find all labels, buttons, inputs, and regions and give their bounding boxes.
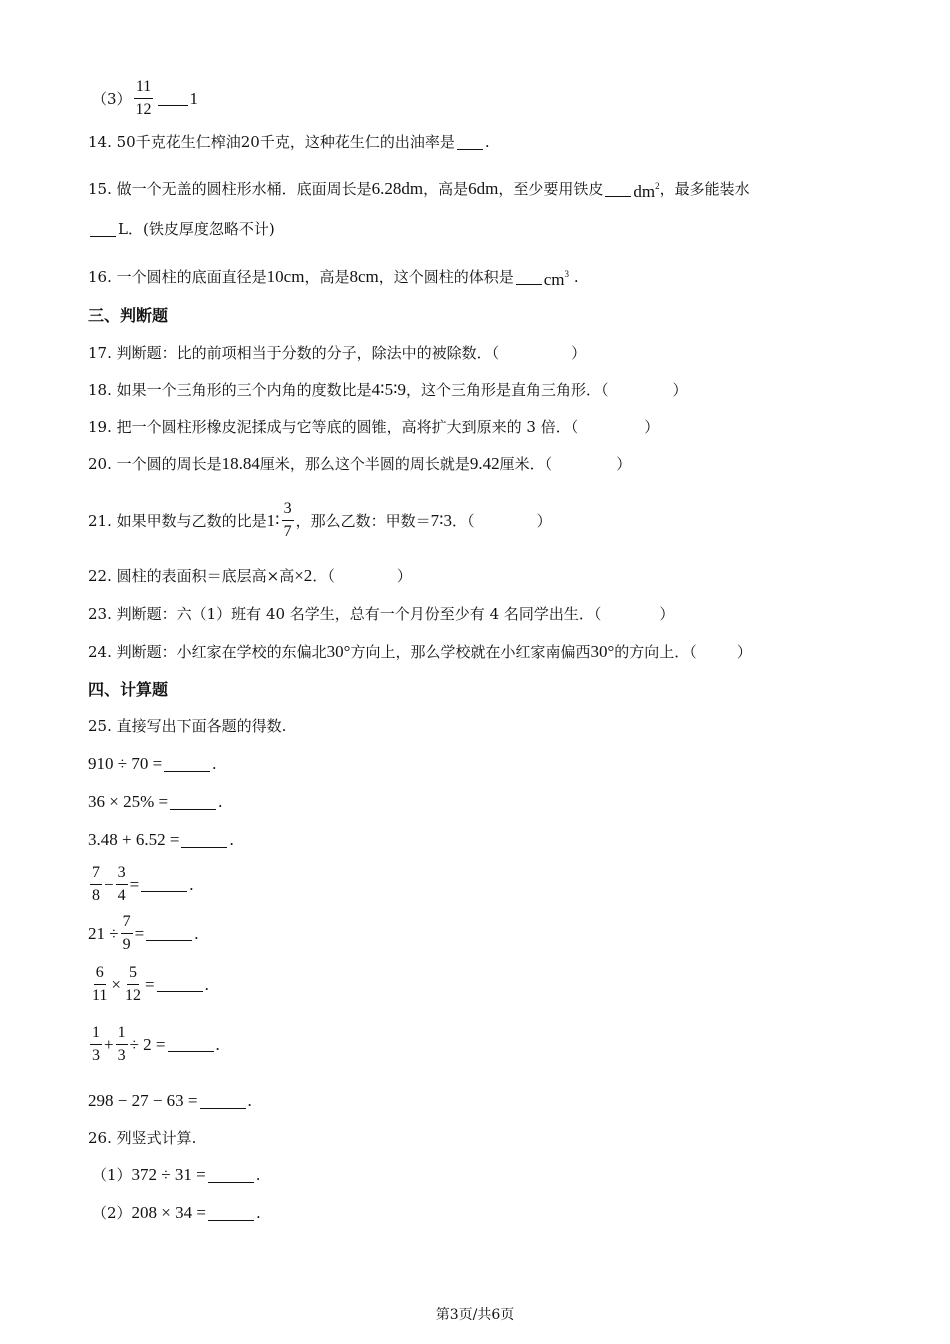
question-21: 21. 如果甲数与乙数的比是 1∶ $\frac{3}{7}$ ，那么乙数：甲数＝ 7∶3 ．（ ）: [88, 500, 552, 540]
calc-5: 21 ÷ $\frac{7}{9}$ = .: [88, 913, 199, 953]
question-17: 17. 判断题：比的前项相当于分数的分子，除法中的被除数．（ ）: [88, 344, 587, 362]
calc-8: 298 − 27 − 63 = .: [88, 1091, 252, 1110]
question-14: 14. 50千克花生仁榨油20千克，这种花生仁的出油率是 .: [88, 133, 490, 151]
fraction: $\frac{7}{8}$: [92, 864, 100, 904]
fraction: $\frac{1}{3}$: [92, 1024, 100, 1064]
section-title-calc: 四、计算题: [88, 680, 169, 699]
question-15-line2: L．(铁皮厚度忽略不计): [88, 219, 275, 239]
fraction: $\frac{6}{11}$: [92, 964, 108, 1004]
fraction: $\frac{5}{12}$: [125, 964, 141, 1004]
question-22: 22. 圆柱的表面积＝底层高×高 ×2 ．（ ）: [88, 566, 412, 585]
fraction: $\frac{11}{12}$: [135, 78, 152, 118]
calc-4: $\frac{7}{8}$ − $\frac{3}{4}$ = .: [92, 864, 194, 904]
question-23: 23. 判断题：六（1）班有 40 名学生，总有一个月份至少有 4 名同学出生．（ ）: [88, 605, 675, 623]
answer-blank[interactable]: [170, 795, 216, 810]
calc-6: $\frac{6}{11}$ × $\frac{5}{12}$ = .: [92, 964, 209, 1004]
question-26: 26. 列竖式计算.: [88, 1129, 197, 1147]
answer-blank[interactable]: [457, 135, 483, 150]
question-19: 19. 把一个圆柱形橡皮泥揉成与它等底的圆锥，高将扩大到原来的 3 倍．（ ）: [88, 418, 660, 436]
fraction: $\frac{3}{7}$: [283, 500, 292, 540]
fraction: $\frac{7}{9}$: [122, 913, 131, 953]
calc-2: 36 × 25% = .: [88, 792, 223, 811]
calc-1: 910 ÷ 70 = .: [88, 754, 217, 773]
answer-blank[interactable]: [516, 270, 542, 285]
question-24: 24. 判断题：小红家在学校的东偏北 30° 方向上，那么学校就在小红家南偏西 30° 的方向上．（ ）: [88, 642, 752, 661]
answer-blank[interactable]: [605, 182, 631, 197]
q13-part3: （3） $\frac{11}{12}$ 1: [92, 78, 199, 118]
answer-blank[interactable]: [90, 222, 116, 237]
fraction: $\frac{1}{3}$: [117, 1024, 126, 1064]
question-26-part1: （1） 372 ÷ 31 = .: [92, 1165, 261, 1184]
question-18: 18. 如果一个三角形的三个内角的度数比是 4∶5∶9 ，这个三角形是直角三角形．（ ）: [88, 380, 688, 399]
answer-blank[interactable]: [141, 877, 187, 892]
question-16: 16. 一个圆柱的底面直径是 10cm ，高是 8cm ，这个圆柱的体积是 $cm^3$ .: [88, 267, 579, 289]
question-20: 20. 一个圆的周长是 18.84 厘米，那么这个半圆的周长就是 9.42 厘米．（ ）: [88, 454, 632, 473]
answer-blank[interactable]: [168, 1037, 214, 1052]
section-title-judge: 三、判断题: [88, 306, 169, 325]
answer-blank[interactable]: [157, 977, 203, 992]
calc-3: 3.48 + 6.52 = .: [88, 830, 234, 849]
answer-blank[interactable]: [208, 1206, 254, 1221]
answer-blank[interactable]: [164, 757, 210, 772]
answer-blank[interactable]: [200, 1094, 246, 1109]
question-25: 25. 直接写出下面各题的得数.: [88, 717, 287, 735]
answer-blank[interactable]: [158, 91, 188, 106]
question-26-part2: （2） 208 × 34 = .: [92, 1203, 261, 1222]
answer-blank[interactable]: [208, 1168, 254, 1183]
answer-blank[interactable]: [146, 926, 192, 941]
fraction: $\frac{3}{4}$: [117, 864, 126, 904]
answer-blank[interactable]: [181, 833, 227, 848]
question-15: 15. 做一个无盖的圆柱形水桶．底面周长是 6.28dm ，高是 6dm ，至少要用铁皮 $dm^2$ ，最多能装水: [88, 179, 750, 201]
calc-7: $\frac{1}{3}$ + $\frac{1}{3}$ ÷ 2 = .: [92, 1024, 220, 1064]
page-footer: 第3页/共6页: [435, 1307, 515, 1323]
